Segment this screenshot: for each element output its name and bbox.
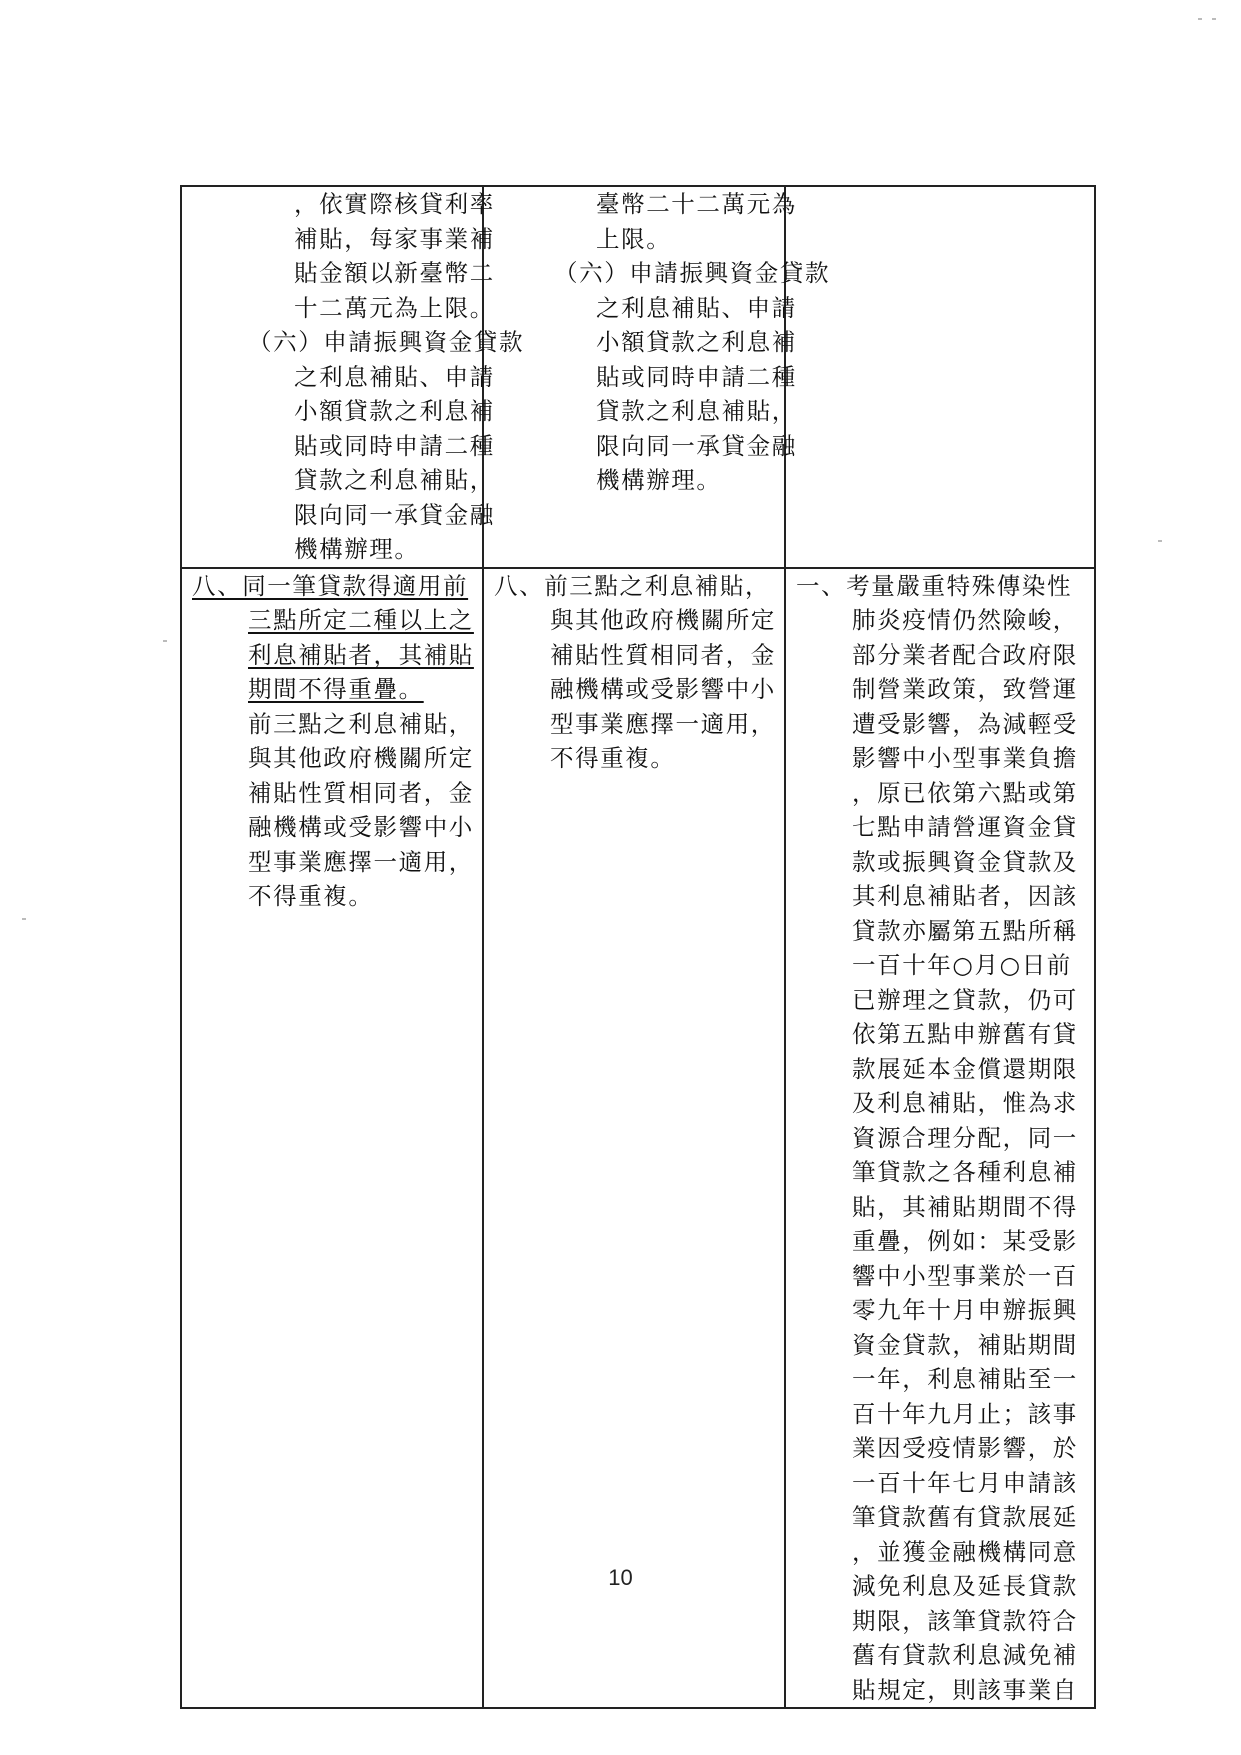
text-line: 影響中小型事業負擔 (852, 744, 1078, 772)
text-line: 不得重複。 (248, 882, 374, 910)
text-line: 制營業政策，致營運 (852, 675, 1078, 703)
text-line: 補貼，每家事業補 (294, 224, 495, 253)
text-line: 小額貸款之利息補 (596, 328, 797, 356)
text-line: ，並獲金融機構同意 (852, 1537, 1078, 1566)
text-line: 一年，利息補貼至一 (852, 1365, 1078, 1393)
table-row (181, 186, 1095, 568)
text-line: 機構辦理。 (294, 535, 420, 563)
text-line: （六）申請振興資金貸款 (554, 259, 831, 287)
text-line: 三點所定二種以上之 (248, 606, 474, 634)
text-line: 筆貸款之各種利息補 (852, 1158, 1078, 1186)
text-line: 機構辦理。 (596, 466, 722, 494)
text-line: 貸款亦屬第五點所稱 (852, 916, 1078, 945)
text-line: 補貼性質相同者，金 (550, 640, 776, 669)
text-line: 限向同一承貸金融 (294, 500, 495, 529)
text-line: 貸款之利息補貼， (596, 397, 797, 425)
row2-col2-text (484, 569, 784, 776)
text-line: 小額貸款之利息補 (294, 397, 495, 425)
text-line: ，原已依第六點或第 (852, 778, 1078, 807)
text-line: 型事業應擇一適用， (550, 709, 776, 738)
text-line: 融機構或受影響中小 (248, 813, 474, 841)
text-line: 一百十年○月○日前 (852, 951, 1072, 979)
text-line: 已辦理之貸款，仍可 (852, 985, 1078, 1014)
text-line: 上限。 (596, 224, 672, 253)
row1-col2-cell (483, 186, 831, 568)
text-line: 筆貸款舊有貸款展延 (852, 1503, 1078, 1531)
text-line: 業因受疫情影響，於 (852, 1434, 1078, 1462)
scan-speck (22, 918, 26, 920)
text-line: 肺炎疫情仍然險峻， (852, 606, 1078, 634)
text-line: 一、考量嚴重特殊傳染性 (796, 571, 1073, 600)
row2-col1-cell (181, 568, 483, 1709)
text-line: 款展延本金償還期限 (852, 1054, 1078, 1083)
text-line: 部分業者配合政府限 (852, 640, 1078, 669)
text-line: 及利息補貼，惟為求 (852, 1089, 1078, 1117)
text-line: 其利息補貼者，因該 (852, 882, 1078, 910)
row1-col1-text (182, 187, 525, 567)
text-line: 與其他政府機關所定 (248, 744, 474, 772)
text-line: 融機構或受影響中小 (550, 675, 776, 703)
text-line: ，依實際核貸利率 (294, 190, 495, 218)
text-line: 貼或同時申請二種 (596, 362, 797, 391)
row1-col3-cell (785, 186, 1095, 568)
row2-col3-cell (785, 568, 1095, 1709)
row1-col2-text (484, 187, 831, 498)
text-line: 八、同一筆貸款得適用前 (192, 571, 469, 600)
page-number: 10 (608, 1565, 633, 1590)
text-line: 響中小型事業於一百 (852, 1261, 1078, 1290)
comparison-table (180, 185, 1096, 1709)
text-line: 期間不得重疊。 (248, 675, 424, 703)
text-line: 重疊，例如：某受影 (852, 1227, 1078, 1255)
text-line: 利息補貼者，其補貼 (248, 640, 474, 669)
text-line: 資源合理分配，同一 (852, 1123, 1078, 1152)
text-line: 一百十年七月申請該 (852, 1468, 1078, 1497)
scan-speck (163, 640, 167, 642)
text-line: 舊有貸款利息減免補 (852, 1641, 1078, 1669)
text-line: 貼，其補貼期間不得 (852, 1192, 1078, 1221)
row1-col1-cell (181, 186, 525, 568)
scan-speck (1158, 540, 1162, 542)
text-line: 貸款之利息補貼， (294, 466, 495, 494)
text-line: 限向同一承貸金融 (596, 431, 797, 460)
text-line: （六）申請振興資金貸款 (248, 328, 525, 356)
text-line: 八、前三點之利息補貼， (494, 571, 771, 600)
scan-speck (1198, 18, 1202, 20)
text-line: 期限，該筆貸款符合 (852, 1606, 1078, 1635)
text-line: 與其他政府機關所定 (550, 606, 776, 634)
text-line: 十二萬元為上限。 (294, 293, 495, 322)
text-line: 補貼性質相同者，金 (248, 778, 474, 807)
text-line: 前三點之利息補貼， (248, 709, 474, 738)
row2-col2-cell (483, 568, 785, 1709)
text-line: 貼規定，則該事業自 (852, 1675, 1078, 1704)
row2-col1-text (182, 569, 482, 914)
text-line: 不得重複。 (550, 744, 676, 772)
text-line: 之利息補貼、申請 (596, 293, 797, 322)
text-line: 零九年十月申辦振興 (852, 1296, 1078, 1324)
text-line: 資金貸款，補貼期間 (852, 1330, 1078, 1359)
text-line: 依第五點申辦舊有貸 (852, 1020, 1078, 1048)
text-line: 遭受影響，為減輕受 (852, 709, 1078, 738)
text-line: 貼或同時申請二種 (294, 431, 495, 460)
text-line: 型事業應擇一適用， (248, 847, 474, 876)
row2-col3-text (786, 569, 1094, 1708)
table-row (181, 568, 1095, 1709)
text-line: 之利息補貼、申請 (294, 362, 495, 391)
text-line: 款或振興資金貸款及 (852, 847, 1078, 876)
text-line: 減免利息及延長貸款 (852, 1572, 1078, 1600)
text-line: 百十年九月止；該事 (852, 1399, 1078, 1428)
scan-speck (1212, 18, 1216, 20)
text-line: 貼金額以新臺幣二 (294, 259, 495, 287)
text-line: 七點申請營運資金貸 (852, 813, 1078, 841)
text-line: 臺幣二十二萬元為 (596, 190, 797, 218)
